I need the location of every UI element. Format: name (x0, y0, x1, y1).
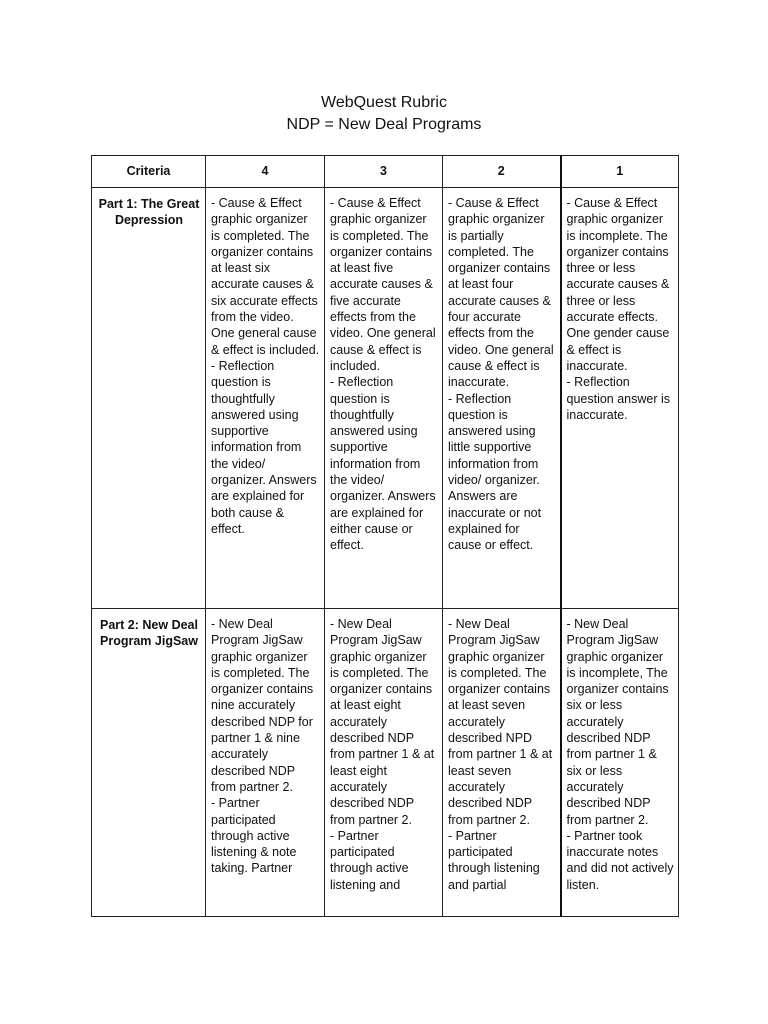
score-cell-2 (443, 188, 561, 609)
score-cell-1 (561, 188, 679, 609)
cell-paragraph: - Reflection question is thoughtfully answered using supportive information from the video/ organizer. Answers are explained for both cause & effect. (211, 358, 317, 536)
header-score-1: 1 (561, 156, 679, 188)
cell-paragraph: - Partner participated through listening and partial (448, 828, 540, 892)
cell-paragraph: - Cause & Effect graphic organizer is completed. The organizer contains at least five accurate causes & five accurate effects from the video. One general cause & effect is included. (330, 196, 436, 373)
cell-paragraph: - Cause & Effect graphic organizer is partially completed. The organizer contains at least four accurate causes & four accurate effects from the video. One general cause & effect is inaccurate. (448, 196, 554, 390)
criteria-cell: Part 1: The Great Depression (92, 188, 206, 609)
page-title (0, 92, 768, 136)
cell-paragraph: - New Deal Program JigSaw graphic organizer is completed. The organizer contains nine accurately described NDP for partner 1 & nine accurately described NDP from partner 2. (211, 617, 314, 794)
score-cell-4 (206, 188, 325, 609)
cell-paragraph: - Partner participated through active listening and (330, 828, 409, 892)
header-score-2: 2 (443, 156, 561, 188)
cell-paragraph: - New Deal Program JigSaw graphic organizer is completed. The organizer contains at least eight accurately described NDP from partner 1 & at least eight accurately described NDP from partner 2. (330, 617, 435, 827)
header-score-3: 3 (325, 156, 443, 188)
score-cell-3 (325, 609, 443, 917)
cell-paragraph: - New Deal Program JigSaw graphic organizer is incomplete, The organizer contains six or less accurately described NDP from partner 1 & six or less accurately described NDP from partner 2. (566, 617, 669, 827)
cell-paragraph: - Cause & Effect graphic organizer is completed. The organizer contains at least six accurate causes & six accurate effects from the video. One general cause & effect is included. (211, 196, 320, 357)
header-score-4: 4 (206, 156, 325, 188)
cell-paragraph: - Reflection question is thoughtfully answered using supportive information from the video/ organizer. Answers are explained for either cause or effect. (330, 375, 436, 553)
header-row (92, 156, 679, 188)
title-line-1: WebQuest Rubric (321, 94, 447, 111)
cell-paragraph: - Reflection question is answered using little supportive information from video/ organizer. Answers are inaccurate or not explained for cause or effect. (448, 391, 542, 553)
score-cell-1 (561, 609, 679, 917)
criteria-cell: Part 2: New Deal Program JigSaw (92, 609, 206, 917)
table-row (92, 609, 679, 917)
cell-paragraph: - Partner participated through active listening & note taking. Partner (211, 796, 297, 876)
table-row (92, 188, 679, 609)
cell-paragraph: - Reflection question answer is inaccurate. (566, 375, 671, 422)
header-criteria: Criteria (92, 156, 206, 188)
rubric-table (91, 155, 679, 917)
score-cell-3 (325, 188, 443, 609)
cell-paragraph: - Cause & Effect graphic organizer is incomplete. The organizer contains three or less accurate causes & three or less accurate effects. One gender cause & effect is inaccurate. (566, 196, 670, 373)
score-cell-4 (206, 609, 325, 917)
cell-paragraph: - New Deal Program JigSaw graphic organizer is completed. The organizer contains at least seven accurately described NPD from partner 1 & at least seven accurately described NDP from partner 2. (448, 617, 553, 827)
score-cell-2 (443, 609, 561, 917)
cell-paragraph: - Partner took inaccurate notes and did not actively listen. (566, 828, 674, 892)
title-line-2: NDP = New Deal Programs (286, 116, 482, 133)
